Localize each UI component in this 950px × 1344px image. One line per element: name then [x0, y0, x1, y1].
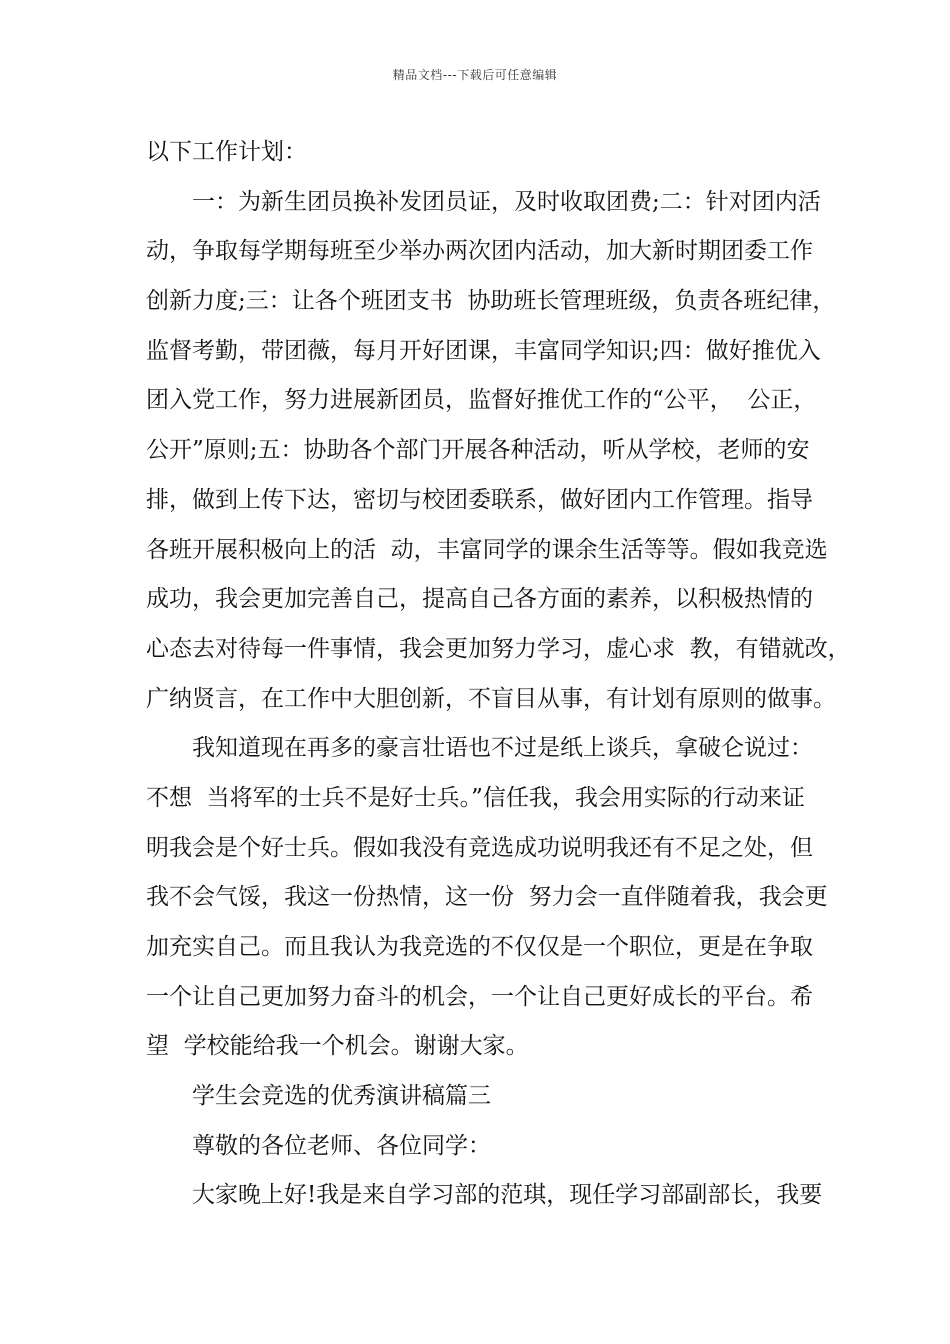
- text-line: 各班开展积极向上的活 动，丰富同学的课余生活等等。假如我竞选: [146, 536, 828, 563]
- text-line: 不想 当将军的士兵不是好士兵。”信任我，我会用实际的行动来证: [146, 784, 805, 811]
- text-line: 心态去对待每一件事情，我会更加努力学习，虚心求 教，有错就改，: [146, 635, 851, 662]
- text-line: 我知道现在再多的豪言壮语也不过是纸上谈兵，拿破仑说过：: [192, 735, 813, 762]
- text-line: 公开”原则;五：协助各个部门开展各种活动，听从学校，老师的安: [146, 437, 810, 464]
- text-line: 一：为新生团员换补发团员证，及时收取团费;二：针对团内活: [192, 188, 821, 215]
- text-line: 动，争取每学期每班至少举办两次团内活动，加大新时期团委工作: [146, 238, 813, 265]
- text-line: 成功，我会更加完善自己，提高自己各方面的素养，以积极热情的: [146, 586, 813, 613]
- text-line: 加充实自己。而且我认为我竞选的不仅仅是一个职位，更是在争取: [146, 934, 813, 960]
- text-line: 团入党工作，努力进展新团员，监督好推优工作的“公平， 公正，: [146, 387, 817, 414]
- text-line: 一个让自己更加努力奋斗的机会，一个让自己更好成长的平台。希: [146, 983, 813, 1010]
- text-line: 创新力度;三：让各个班团支书 协助班长管理班级，负责各班纪律，: [146, 288, 836, 315]
- text-line: 大家晚上好!我是来自学习部的范琪，现任学习部副部长，我要: [192, 1182, 823, 1209]
- text-line: 明我会是个好士兵。假如我没有竞选成功说明我还有不足之处，但: [146, 834, 813, 861]
- text-line: 广纳贤言，在工作中大胆创新，不盲目从事，有计划有原则的做事。: [146, 685, 836, 712]
- text-line: 监督考勤，带团薇，每月开好团课，丰富同学知识;四：做好推优入: [146, 337, 821, 364]
- salutation: 尊敬的各位老师、各位同学：: [192, 1132, 491, 1159]
- page-header: 精品文档---下载后可任意编辑: [392, 68, 558, 82]
- document-body: [146, 128, 851, 1221]
- text-line: 排，做到上传下达，密切与校团委联系，做好团内工作管理。指导: [146, 486, 813, 513]
- text-line: 以下工作计划：: [146, 139, 307, 165]
- text-line: 望 学校能给我一个机会。谢谢大家。: [146, 1033, 529, 1060]
- text-line: 我不会气馁，我这一份热情，这一份 努力会一直伴随着我，我会更: [146, 884, 828, 911]
- section-title: 学生会竞选的优秀演讲稿篇三: [192, 1083, 491, 1110]
